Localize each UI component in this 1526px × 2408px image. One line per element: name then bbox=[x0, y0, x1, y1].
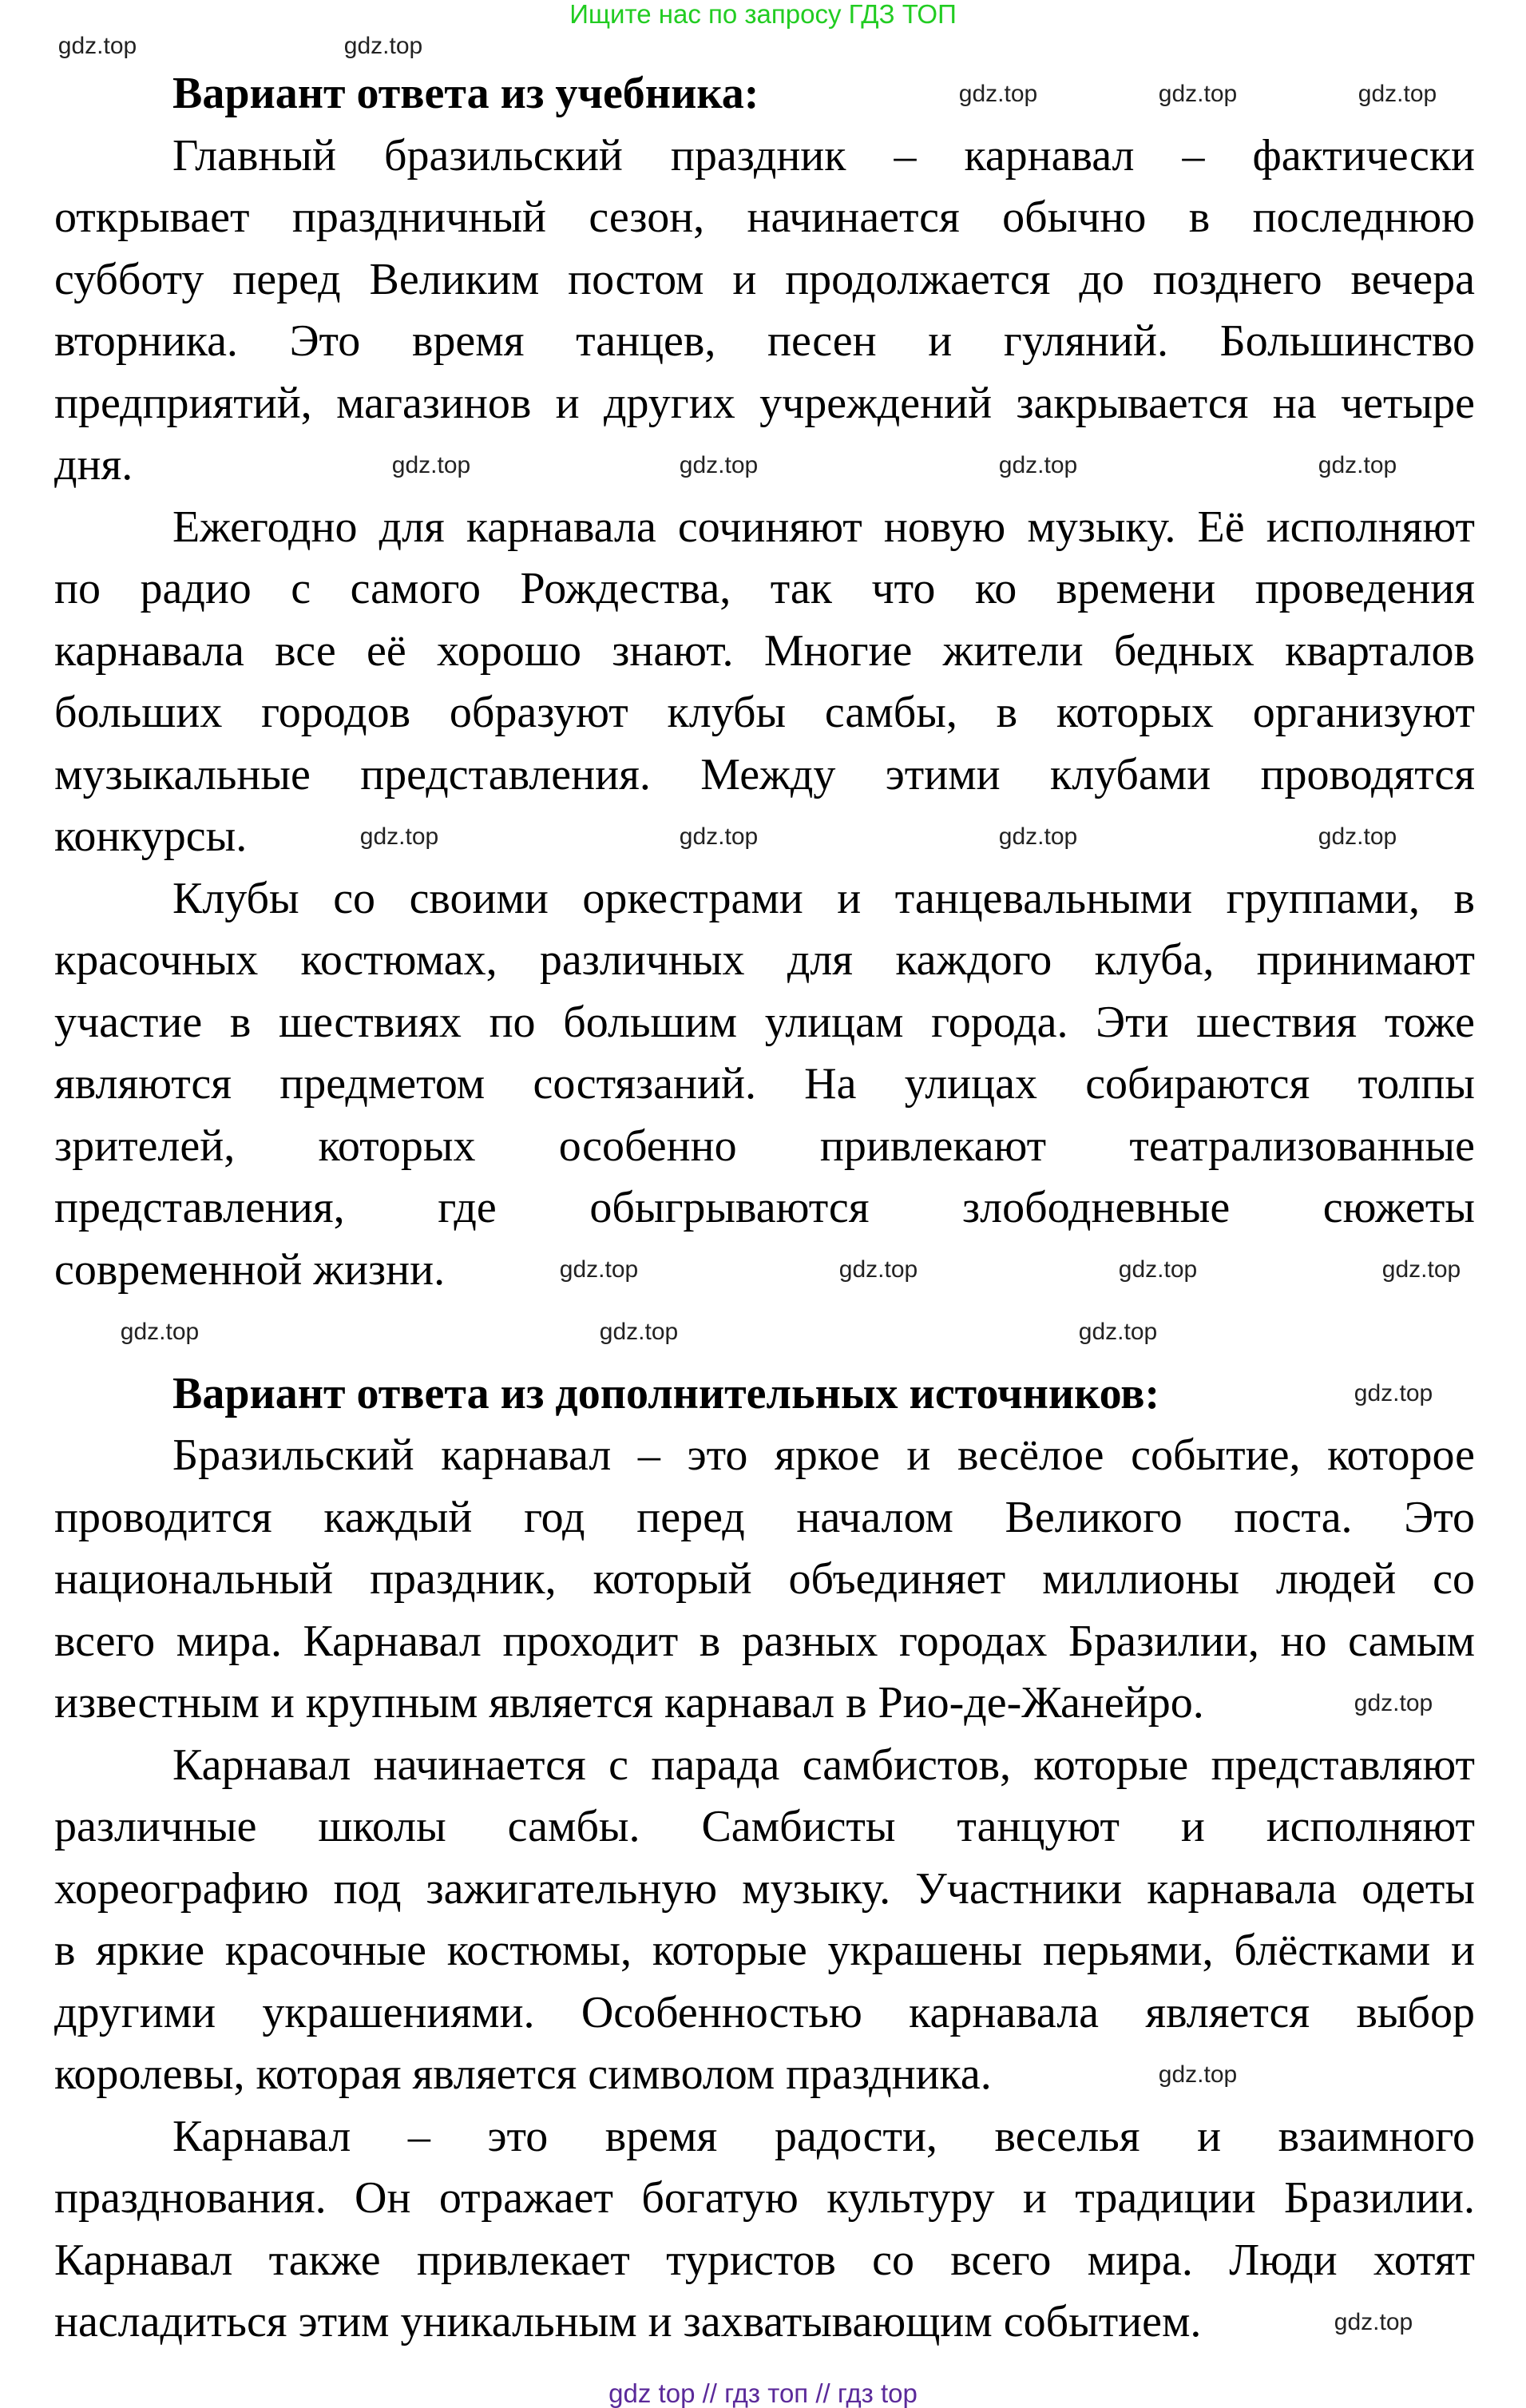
paragraph-line: представления, где обыгрываются злободневные сюжеты bbox=[54, 1183, 1475, 1232]
watermark-text: gdz.top bbox=[1118, 1256, 1198, 1283]
paragraph-line: являются предметом состязаний. На улицах собираются толпы bbox=[54, 1059, 1475, 1109]
paragraph-line: Карнавал – это время радости, веселья и взаимного bbox=[172, 2111, 1475, 2161]
paragraph-line: Карнавал также привлекает туристов со всего мира. Люди хотят bbox=[54, 2235, 1475, 2285]
paragraph-line: открывает праздничный сезон, начинается обычно в последнюю bbox=[54, 192, 1475, 242]
paragraph-line: конкурсы. bbox=[54, 811, 248, 861]
watermark-text: gdz.top bbox=[1381, 1256, 1461, 1283]
watermark-text: gdz.top bbox=[1354, 1689, 1433, 1716]
watermark-text: gdz.top bbox=[1318, 823, 1397, 850]
blank-line bbox=[54, 1301, 1475, 1363]
watermark-text: gdz.top bbox=[343, 33, 423, 59]
paragraph-line: другими украшениями. Особенностью карнавала является выбор bbox=[54, 1987, 1475, 2037]
paragraph-line: Ежегодно для карнавала сочиняют новую музыку. Её исполняют bbox=[172, 502, 1475, 552]
watermark-text: gdz.top bbox=[1334, 2308, 1413, 2335]
paragraph-line: субботу перед Великим постом и продолжается до позднего вечера bbox=[54, 254, 1475, 304]
watermark-text: gdz.top bbox=[599, 1318, 679, 1345]
watermark-text: gdz.top bbox=[679, 823, 759, 850]
paragraph-line: насладиться этим уникальным и захватывающим событием. bbox=[54, 2297, 1202, 2347]
paragraph-line: известным и крупным является карнавал в Рио-де-Жанейро. bbox=[54, 1678, 1204, 1728]
footer-links[interactable]: gdz top // гдз топ // гдз top bbox=[608, 2378, 918, 2408]
paragraph-line: красочных костюмах, различных для каждого клуба, принимают bbox=[54, 935, 1475, 985]
paragraph-line: королевы, которая является символом праздника. bbox=[54, 2049, 992, 2099]
paragraph-line: в яркие красочные костюмы, которые украшены перьями, блёстками и bbox=[54, 1926, 1475, 1975]
paragraph-line: Главный бразильский праздник – карнавал – фактически bbox=[172, 130, 1475, 181]
paragraph-line: участие в шествиях по большим улицам города. Эти шествия тоже bbox=[54, 997, 1475, 1047]
paragraph-line: всего мира. Карнавал проходит в разных городах Бразилии, но самым bbox=[54, 1616, 1475, 1666]
search-banner: Ищите нас по запросу ГДЗ ТОП bbox=[569, 0, 957, 29]
paragraph-line: зрителей, которых особенно привлекают театрализованные bbox=[54, 1121, 1475, 1171]
section-heading: Вариант ответа из учебника: bbox=[172, 69, 759, 118]
paragraph-line: по радио с самого Рождества, так что ко времени проведения bbox=[54, 564, 1475, 613]
watermark-text: gdz.top bbox=[998, 823, 1078, 850]
paragraph-line: хореографию под зажигательную музыку. Участники карнавала одеты bbox=[54, 1863, 1475, 1914]
paragraph-line: Бразильский карнавал – это яркое и весёлое событие, которое bbox=[172, 1430, 1475, 1480]
watermark-text: gdz.top bbox=[958, 80, 1038, 107]
paragraph-line: Клубы со своими оркестрами и танцевальными группами, в bbox=[172, 873, 1475, 923]
watermark-text: gdz.top bbox=[1158, 80, 1238, 107]
paragraph-line: национальный праздник, который объединяет миллионы людей со bbox=[54, 1554, 1475, 1604]
paragraph-line: празднования. Он отражает богатую культуру и традиции Бразилии. bbox=[54, 2173, 1475, 2223]
paragraph-line: карнавала все её хорошо знают. Многие жители бедных кварталов bbox=[54, 625, 1475, 676]
watermark-text: gdz.top bbox=[359, 823, 439, 850]
paragraph-line: современной жизни. bbox=[54, 1244, 446, 1295]
watermark-text: gdz.top bbox=[120, 1318, 200, 1345]
watermark-text: gdz.top bbox=[391, 451, 471, 478]
watermark-text: gdz.top bbox=[838, 1256, 918, 1283]
paragraph-line: вторника. Это время танцев, песен и гуляний. Большинство bbox=[54, 316, 1475, 366]
paragraph-line: предприятий, магазинов и других учреждений закрывается на четыре bbox=[54, 378, 1475, 428]
watermark-text: gdz.top bbox=[57, 33, 137, 59]
watermark-text: gdz.top bbox=[998, 451, 1078, 478]
watermark-text: gdz.top bbox=[679, 451, 759, 478]
paragraph-line: музыкальные представления. Между этими клубами проводятся bbox=[54, 749, 1475, 799]
watermark-text: gdz.top bbox=[1358, 80, 1437, 107]
watermark-text: gdz.top bbox=[1078, 1318, 1158, 1345]
paragraph-line: проводится каждый год перед началом Великого поста. Это bbox=[54, 1492, 1475, 1542]
paragraph-line: дня. bbox=[54, 440, 133, 490]
watermark-text: gdz.top bbox=[1158, 2061, 1238, 2088]
watermark-text: gdz.top bbox=[1354, 1380, 1433, 1407]
paragraph-line: различные школы самбы. Самбисты танцуют и исполняют bbox=[54, 1802, 1475, 1851]
document-body bbox=[54, 63, 1475, 2354]
watermark-text: gdz.top bbox=[559, 1256, 639, 1283]
section-heading: Вариант ответа из дополнительных источников: bbox=[172, 1368, 1160, 1418]
paragraph-line: Карнавал начинается с парада самбистов, которые представляют bbox=[172, 1740, 1475, 1790]
watermark-text: gdz.top bbox=[1318, 451, 1397, 478]
paragraph-line: больших городов образуют клубы самбы, в которых организуют bbox=[54, 688, 1475, 737]
